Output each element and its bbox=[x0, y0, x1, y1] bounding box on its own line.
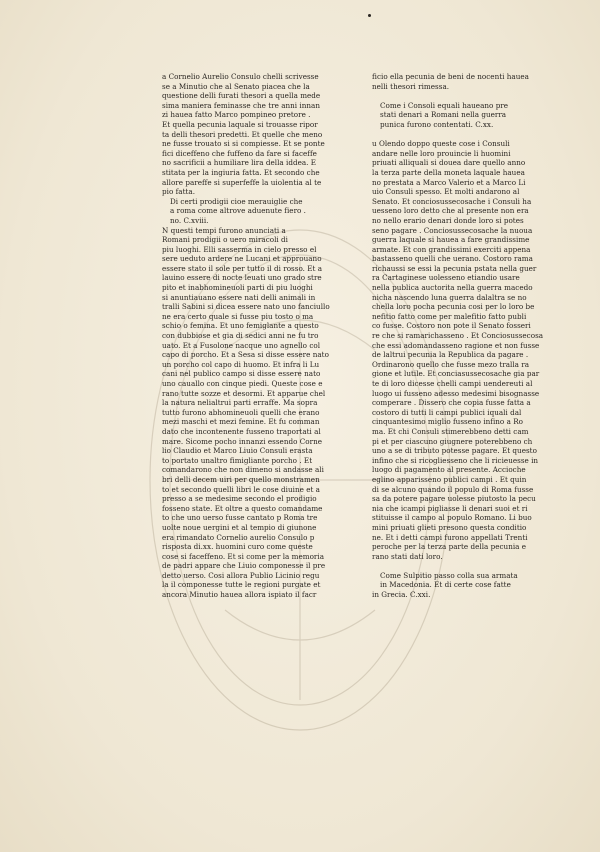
text-line: uesseno loro detto che al presente non era bbox=[372, 206, 529, 216]
text-line: cani nel publico campo si disse essere nato bbox=[162, 369, 321, 379]
text-line: Ordinarono quello che fusse mezo tralla ra bbox=[372, 359, 530, 369]
text-line: stituisse il campo al populo Romano. Li buo bbox=[372, 513, 532, 523]
page-mark bbox=[368, 14, 371, 17]
text-line: Et quella pecunia laquale si trouasse ripor bbox=[162, 119, 318, 129]
text-line: stati denari a Romani nella guerra bbox=[380, 110, 507, 120]
text-line: uato. Et a Fusolone nacque uno agnello col bbox=[162, 340, 321, 350]
text-line: nella publica auctorita nella guerra macedo bbox=[372, 283, 533, 293]
text-line: Romani prodigii o uero miracoli di bbox=[162, 235, 288, 245]
text-line: pi et per ciascuno giugnere poterebbeno ch bbox=[372, 436, 533, 446]
text-line: eglino apparisseno publici campi . Et quin bbox=[372, 474, 527, 484]
text-line: nia che icampi pigliasse li denari suoi et ri bbox=[372, 503, 528, 513]
text-line: Come Sulpitio passo colla sua armata bbox=[380, 570, 518, 580]
text-line: andare nelle loro prouincie li huomini bbox=[372, 148, 511, 158]
text-line: rano stati dati loro. bbox=[372, 551, 443, 561]
text-line: mezi maschi et mezi femine. Et fu comman bbox=[162, 417, 320, 427]
text-line: comandarono che non dimeno si andasse ali bbox=[162, 465, 324, 475]
text-line: infino che si ricogliesseno che li ricieuesse in bbox=[372, 455, 539, 465]
text-line: chella loro pocha pecunia cosi per lo loro be bbox=[372, 302, 535, 312]
text-line: no. C.xviii. bbox=[170, 215, 209, 225]
text-line: nelli thesori rimessa. bbox=[372, 81, 450, 91]
text-line: mini priuati glieti presono questa conditio bbox=[372, 522, 527, 532]
text-line: la il componesse tutte le regioni purgate et bbox=[162, 580, 321, 590]
text-line: re che si ramarichasseno . Et Conciosussecosa bbox=[372, 331, 544, 341]
text-line: luogo di pagamento al presente. Accioche bbox=[372, 465, 526, 475]
text-line: lio Claudio et Marco Liuio Consuli erasta bbox=[162, 446, 313, 456]
text-line: allore pareffe si superfeffe la uiolentia al te bbox=[162, 177, 322, 187]
text-line: la terza parte della moneta laquale hauea bbox=[372, 167, 525, 177]
right-text-column bbox=[372, 72, 572, 600]
text-line: no nello erario denari donde loro si potes bbox=[372, 215, 524, 225]
text-line: bri delli decem uiri per quello monstramen bbox=[162, 474, 320, 484]
text-line: zi hauea fatto Marco pompineo pretore . bbox=[162, 110, 311, 120]
text-line: uno a se di tributo potesse pagare. Et questo bbox=[372, 446, 537, 456]
text-line: che essi adomandasseno ragione et non fusse bbox=[372, 340, 540, 350]
text-line: capo di porcho. Et a Sesa si disse essere nato bbox=[162, 350, 329, 360]
text-line: peroche per la terza parte della pecunia e bbox=[372, 542, 527, 552]
text-line: ne era certo quale si fusse piu tosto o ma bbox=[162, 311, 314, 321]
text-line bbox=[372, 130, 572, 140]
text-line: presso a se medesime secondo el prodigio bbox=[162, 494, 317, 504]
text-line: si anuntiauano essere nati delli animali in bbox=[162, 292, 316, 302]
text-line: costoro di tutti li campi publici iquali dal bbox=[372, 407, 522, 417]
text-line: ta delli thesori predetti. Et quelle che meno bbox=[162, 129, 323, 139]
text-line: pio fatta. bbox=[162, 187, 196, 197]
text-line: ficio ella pecunia de beni de nocenti hauea bbox=[372, 72, 529, 81]
text-line: u Olendo doppo queste cose i Consuli bbox=[372, 139, 510, 149]
text-line: era rimandato Cornelio aurelio Consulo p bbox=[162, 532, 315, 542]
text-line: co fusse. Costoro non pote il Senato fosseri bbox=[372, 321, 531, 331]
text-line: to portato unaltro fimigliante porcho . Et bbox=[162, 455, 313, 465]
text-line: uio Consuli spesso. Et molti andarono al bbox=[372, 187, 520, 197]
text-line: ancora Minutio hauea allora ispiato il facr bbox=[162, 590, 317, 600]
text-line: se a Minutio che al Senato piacea che la bbox=[162, 81, 310, 91]
text-line: essere stato il sole per tutto il di rosso. Et a bbox=[162, 263, 323, 273]
text-line: uolte noue uergini et al tempio di giunone bbox=[162, 522, 317, 532]
text-line: to che uno uerso fusse cantato p Roma tre bbox=[162, 513, 318, 523]
text-line: sima maniera feminasse che tre anni innan bbox=[162, 100, 320, 110]
text-line: richaussi se essi la pecunia pstata nella guer bbox=[372, 263, 537, 273]
text-line: fosseno state. Et oltre a questo comandame bbox=[162, 503, 323, 513]
text-line: stitata per la ingiuria fatta. Et secondo che bbox=[162, 167, 320, 177]
text-line: Come i Consoli equali haueano pre bbox=[380, 100, 509, 110]
text-line: to et secondo quelli libri le cose diuine et a bbox=[162, 484, 320, 494]
text-line: un porcho col capo di huomo. Et infra li Lu bbox=[162, 359, 320, 369]
text-line: seno pagare . Conciosussecosache la nuoua bbox=[372, 225, 533, 235]
text-line: de laltrui pecunia la Republica da pagare . bbox=[372, 350, 529, 360]
text-line: uno cauallo con cinque piedi. Queste cose e bbox=[162, 379, 323, 388]
text-line: guerra laquale si hauea a fare grandissime bbox=[372, 235, 530, 245]
text-line: lauino essere di nocte leuati uno grado stre bbox=[162, 273, 322, 283]
text-line: in Grecia. C.xxi. bbox=[372, 590, 431, 600]
text-line: sere ueduto ardere ne Lucani et approuano bbox=[162, 254, 322, 264]
text-line: tutto furono abhomineuoli quelli che erano bbox=[162, 407, 320, 417]
text-line: ra Cartaginese uolesseno etiandio usare bbox=[372, 273, 520, 283]
text-line: no prestata a Marco Valerio et a Marco Li bbox=[372, 177, 526, 187]
text-line: di se alcuno quando il populo di Roma fusse bbox=[372, 484, 534, 494]
text-line: gione et lutile. Et conciasussecosache gia par bbox=[372, 369, 540, 379]
text-line: sa da potere pagare uolesse piutosto la pecu bbox=[372, 494, 536, 504]
text-line: con dubbiose et gia di sedici anni ne fu tro bbox=[162, 331, 319, 341]
text-line: dato che incontenente fusseno traportati al bbox=[162, 426, 321, 436]
text-line: cinquantesimo miglio fusseno infino a Ro bbox=[372, 417, 523, 427]
text-line: luogo ui fusseno adesso medesimi bisognasse bbox=[372, 388, 540, 398]
text-line bbox=[372, 91, 572, 101]
text-line: questione delli furati thesori a quella mede bbox=[162, 91, 321, 101]
text-line: comperare . Dissero che copia fusse fatta a bbox=[372, 398, 531, 408]
text-line: bastasseno quelli che uerano. Costoro rama bbox=[372, 254, 533, 264]
text-line: ne fusse trouato si si compiesse. Et se ponte bbox=[162, 139, 325, 149]
text-line: ma. Et chi Consuli stimerebbeno detti cam bbox=[372, 426, 529, 436]
text-line: in Macedonia. Et di certe cose fatte bbox=[380, 580, 511, 590]
text-line: te di loro dicesse chelli campi uendereuti al bbox=[372, 379, 533, 388]
text-line: risposta di.xx. huomini curo come queste bbox=[162, 542, 313, 552]
text-line: priuati alliquali si douea dare quello anno bbox=[372, 158, 526, 168]
text-line: piu luoghi. Elli sasserma in cielo presso el bbox=[162, 244, 317, 254]
text-line: a roma come altrove aduenute fiero . bbox=[170, 206, 306, 216]
text-line: a Cornelio Aurelio Consulo chelli scrivesse bbox=[162, 72, 319, 81]
text-line: no sacrificii a humiliare lira della iddea. E bbox=[162, 158, 317, 168]
text-line: armate. Et con grandissimi exerciti appena bbox=[372, 244, 531, 254]
text-line: la natura nelialtrui parti erraffe. Ma sopra bbox=[162, 398, 318, 408]
text-line: nicha nascendo luna guerra dalaltra se no bbox=[372, 292, 527, 302]
text-line: nefitio fatto come per malefitio fatto publi bbox=[372, 311, 527, 321]
text-line: cose si faceffeno. Et si come per la memoria bbox=[162, 551, 325, 561]
text-line: tralli Sabini si dicea essere nato uno fanciullo bbox=[162, 302, 330, 312]
text-line: pito et inabhomineuoli parti di piu luoghi bbox=[162, 283, 313, 293]
text-line: de padri appare che Liuio componesse il pre bbox=[162, 561, 326, 571]
text-line: schio o femina. Et uno femiglante a questo bbox=[162, 321, 319, 331]
text-line: fici diceffeno che fuffeno da fare si faceffe bbox=[162, 148, 317, 158]
text-line: ne. Et i detti campi furono appellati Trenti bbox=[372, 532, 528, 542]
text-line: rano tutte sozze et desormi. Et apparue chel bbox=[162, 388, 326, 398]
text-line bbox=[372, 561, 572, 571]
text-line: mare. Sicome pocho innanzi essendo Corne bbox=[162, 436, 322, 446]
left-text-column bbox=[162, 72, 367, 600]
text-line: N questi tempi furono anunciati a bbox=[162, 225, 286, 235]
text-line: detto uerso. Cosi allora Publio Licinio regu bbox=[162, 570, 320, 580]
text-line: Senato. Et conciosussecosache i Consuli ha bbox=[372, 196, 532, 206]
text-line: punica furono contentati. C.xx. bbox=[380, 119, 494, 129]
text-line: Di certi prodigii cioe merauiglie che bbox=[170, 196, 303, 206]
